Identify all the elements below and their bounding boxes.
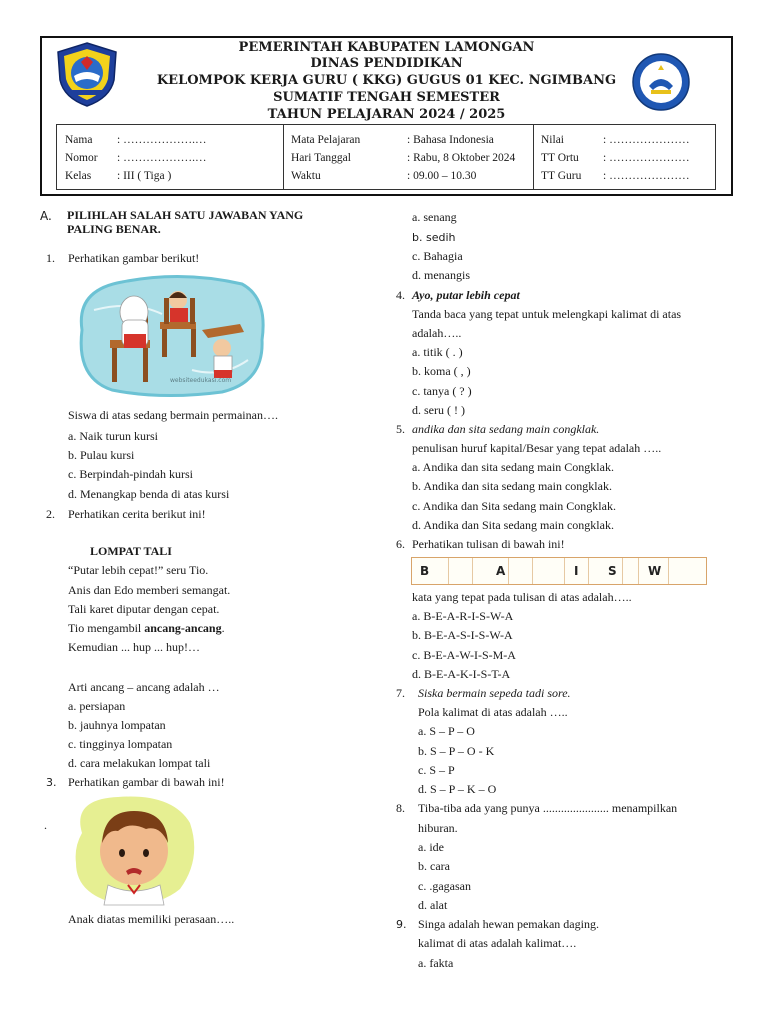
q1-number: 1. <box>46 251 55 265</box>
q3-option-c[interactable]: c. Bahagia <box>412 249 463 263</box>
scramble-letter: A <box>496 564 506 578</box>
musical-chairs-illustration <box>72 270 270 400</box>
q8-option-b[interactable]: b. cara <box>418 859 450 873</box>
student-info-table <box>56 124 716 190</box>
q7-option-a[interactable]: a. S – P – O <box>418 724 475 738</box>
q3-text: Perhatikan gambar di bawah ini! <box>68 775 225 789</box>
q1-option-d[interactable]: d. Menangkap benda di atas kursi <box>68 487 230 501</box>
q6-number: 6. <box>396 537 405 551</box>
nama-field[interactable]: : ……………….… <box>117 134 207 146</box>
story-line-5: Kemudian ... hup ... hup!… <box>68 640 200 654</box>
story-line-2: Anis dan Edo memberi semangat. <box>68 583 231 597</box>
q6-option-b[interactable]: b. B-E-A-S-I-S-W-A <box>412 628 513 642</box>
tt-guru-field[interactable]: : ………………… <box>603 170 690 182</box>
q4-number: 4. <box>396 288 405 302</box>
q6-text: Perhatikan tulisan di bawah ini! <box>412 537 565 551</box>
q2-option-c[interactable]: c. tingginya lompatan <box>68 737 173 751</box>
tt-guru-label: TT Guru <box>541 170 582 182</box>
q3-number: 3. <box>46 776 57 789</box>
q7-text: Siska bermain sepeda tadi sore. <box>418 686 571 700</box>
story-title: LOMPAT TALI <box>90 544 172 558</box>
scramble-letter: I <box>574 564 579 578</box>
q7-option-d[interactable]: d. S – P – K – O <box>418 782 497 796</box>
q6-stem: kata yang tepat pada tulisan di atas adalah….. <box>412 590 632 604</box>
q1-stem: Siswa di atas sedang bermain permainan…. <box>68 408 278 422</box>
illustration-watermark: websiteedukasi.com <box>170 377 232 384</box>
stray-dot: . <box>44 818 47 832</box>
q8-option-c[interactable]: c. .gagasan <box>418 879 471 893</box>
q7-option-c[interactable]: c. S – P <box>418 763 455 777</box>
q5-option-b[interactable]: b. Andika dan sita sedang main congklak. <box>412 479 612 493</box>
q5-text: andika dan sita sedang main congklak. <box>412 422 600 436</box>
q2-number: 2. <box>46 507 55 521</box>
nama-label: Nama <box>65 134 93 146</box>
waktu-value: : 09.00 – 10.30 <box>407 170 477 182</box>
q1-option-a[interactable]: a. Naik turun kursi <box>68 429 158 443</box>
hari-label: Hari Tanggal <box>291 152 351 164</box>
tt-ortu-field[interactable]: : ………………… <box>603 152 690 164</box>
q7-number: 7. <box>396 686 405 700</box>
story-line-4: Tio mengambil ancang-ancang. <box>68 621 225 635</box>
q3-option-b[interactable]: b. sedih <box>412 231 456 244</box>
section-letter: A. <box>40 209 52 223</box>
q5-option-c[interactable]: c. Andika dan Sita sedang main Congklak. <box>412 499 616 513</box>
q3-option-d[interactable]: d. menangis <box>412 268 470 282</box>
q7-stem: Pola kalimat di atas adalah ….. <box>418 705 568 719</box>
nilai-label: Nilai <box>541 134 564 146</box>
q8-option-d[interactable]: d. alat <box>418 898 448 912</box>
mapel-label: Mata Pelajaran <box>291 134 361 146</box>
mapel-value: : Bahasa Indonesia <box>407 134 494 146</box>
scramble-letter: S <box>608 564 617 578</box>
q9-number: 9. <box>396 918 407 931</box>
q2-option-d[interactable]: d. cara melakukan lompat tali <box>68 756 211 770</box>
header-line-department: DINAS PENDIDIKAN <box>310 56 463 71</box>
sad-boy-illustration <box>68 793 200 909</box>
waktu-label: Waktu <box>291 170 321 182</box>
q2-stem: Arti ancang – ancang adalah … <box>68 680 220 694</box>
q7-option-b[interactable]: b. S – P – O - K <box>418 744 495 758</box>
q8-number: 8. <box>396 801 405 815</box>
q2-option-b[interactable]: b. jauhnya lompatan <box>68 718 166 732</box>
scrambled-letters-strip <box>411 557 707 585</box>
q3-stem: Anak diatas memiliki perasaan….. <box>68 912 235 926</box>
q5-stem: penulisan huruf kapital/Besar yang tepat adalah ….. <box>412 441 662 455</box>
q8-text-line2: hiburan. <box>418 821 458 835</box>
q8-option-a[interactable]: a. ide <box>418 840 444 854</box>
q4-option-d[interactable]: d. seru ( ! ) <box>412 403 465 417</box>
q5-option-a[interactable]: a. Andika dan sita sedang main Congklak. <box>412 460 614 474</box>
q4-option-a[interactable]: a. titik ( . ) <box>412 345 463 359</box>
scramble-letter: B <box>420 564 430 578</box>
header-line-year: TAHUN PELAJARAN 2024 / 2025 <box>267 107 506 122</box>
nomor-label: Nomor <box>65 152 98 164</box>
tt-ortu-label: TT Ortu <box>541 152 579 164</box>
q1-option-b[interactable]: b. Pulau kursi <box>68 448 135 462</box>
nomor-field[interactable]: : ……………….… <box>117 152 207 164</box>
q5-option-d[interactable]: d. Andika dan Sita sedang main congklak. <box>412 518 614 532</box>
q8-text: Tiba-tiba ada yang punya ...................... menampilkan <box>418 801 678 815</box>
q4-stem-line2: adalah….. <box>412 326 462 340</box>
header-line-government: PEMERINTAH KABUPATEN LAMONGAN <box>238 40 535 55</box>
q1-option-c[interactable]: c. Berpindah-pindah kursi <box>68 467 193 481</box>
q4-text: Ayo, putar lebih cepat <box>412 288 520 302</box>
story-line-3: Tali karet diputar dengan cepat. <box>68 602 220 616</box>
tut-wuri-handayani-logo-icon <box>631 52 691 112</box>
story-line-1: “Putar lebih cepat!” seru Tio. <box>68 563 209 577</box>
kelas-label: Kelas <box>65 170 92 182</box>
section-title-line2: PALING BENAR. <box>67 222 161 236</box>
q6-option-a[interactable]: a. B-E-A-R-I-S-W-A <box>412 609 514 623</box>
hari-value: : Rabu, 8 Oktober 2024 <box>407 152 516 164</box>
q9-text: Singa adalah hewan pemakan daging. <box>418 917 599 931</box>
q9-stem: kalimat di atas adalah kalimat…. <box>418 936 577 950</box>
nilai-field[interactable]: : ………………… <box>603 134 690 146</box>
q4-stem-line1: Tanda baca yang tepat untuk melengkapi kalimat di atas <box>412 307 682 321</box>
scramble-letter: W <box>648 564 662 578</box>
q1-text: Perhatikan gambar berikut! <box>68 251 200 265</box>
kelas-value: : III ( Tiga ) <box>117 170 172 182</box>
q3-option-a[interactable]: a. senang <box>412 210 457 224</box>
q4-option-b[interactable]: b. koma ( , ) <box>412 364 471 378</box>
q2-text: Perhatikan cerita berikut ini! <box>68 507 206 521</box>
q6-option-d[interactable]: d. B-E-A-K-I-S-T-A <box>412 667 511 681</box>
section-title-line1: PILIHLAH SALAH SATU JAWABAN YANG <box>67 208 304 222</box>
header-line-group: KELOMPOK KERJA GURU ( KKG) GUGUS 01 KEC. NGIMBANG <box>156 73 617 88</box>
q5-number: 5. <box>396 422 405 436</box>
exam-header <box>40 36 733 196</box>
story-keyword: ancang-ancang <box>144 621 222 635</box>
q4-option-c[interactable]: c. tanya ( ? ) <box>412 384 472 398</box>
q9-option-a[interactable]: a. fakta <box>418 956 454 970</box>
header-line-exam: SUMATIF TENGAH SEMESTER <box>273 90 500 105</box>
q6-option-c[interactable]: c. B-E-A-W-I-S-M-A <box>412 648 516 662</box>
q2-option-a[interactable]: a. persiapan <box>68 699 126 713</box>
